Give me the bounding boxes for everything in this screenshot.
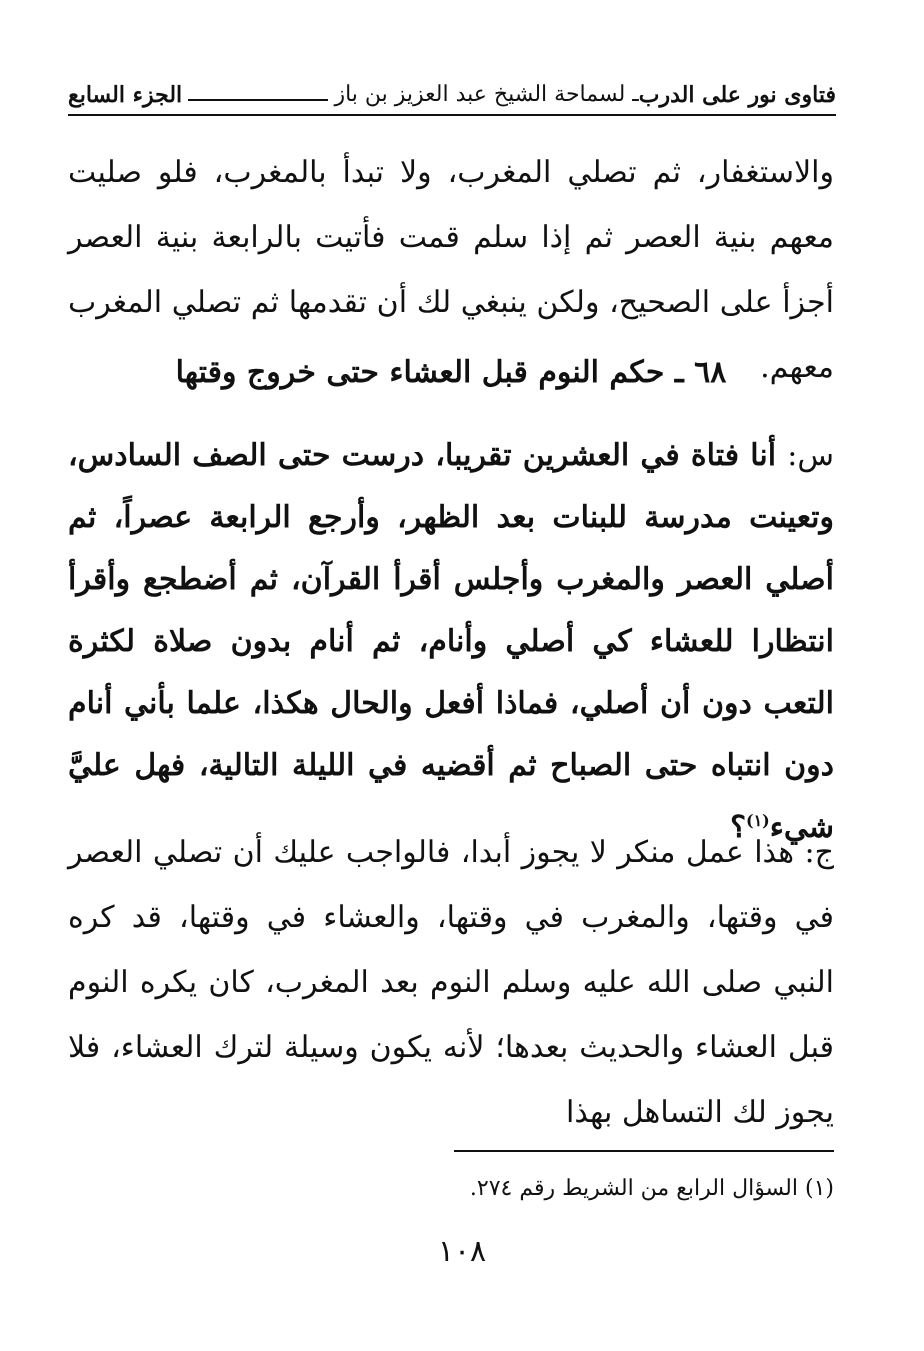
question-paragraph — [68, 425, 834, 859]
question-end-mark: ؟ — [730, 810, 746, 845]
question-label: س: — [787, 438, 834, 473]
header-rule — [188, 99, 328, 101]
footnote-reference: (١) — [746, 811, 770, 830]
answer-paragraph: ج: هذا عمل منكر لا يجوز أبدا، فالواجب عليك أن تصلي العصر في وقتها، والمغرب في وقتها، والعشاء في وقتها، قد كره النبي صلى الله عليه وسلم النوم بعد المغرب، كان يكره النوم قبل العشاء والحديث بعدها؛ لأنه يكون وسيلة لترك العشاء، فلا يجوز لك التساهل بهذا — [68, 835, 834, 1130]
running-header — [68, 82, 836, 116]
footnote: (١) السؤال الرابع من الشريط رقم ٢٧٤. — [469, 1176, 834, 1201]
question-text: أنا فتاة في العشرين تقريبا، درست حتى الصف السادس، وتعينت مدرسة للبنات بعد الظهر، وأرجع الرابعة عصراً، ثم أصلي العصر والمغرب وأجلس أقرأ القرآن، ثم أضطجع وأقرأ انتظارا للعشاء كي أصلي وأنام، ثم أنام بدون صلاة لكثرة التعب دون أن أصلي، فماذا أفعل والحال هكذا، علما بأني أنام دون انتباه حتى الصباح ثم أقضيه في الليلة التالية، فهل عليَّ شيء — [68, 438, 834, 845]
section-heading: ٦٨ ـ حكم النوم قبل العشاء حتى خروج وقتها — [175, 355, 727, 390]
author-name: ـ لسماحة الشيخ عبد العزيز بن باز — [334, 82, 639, 107]
intro-paragraph: والاستغفار، ثم تصلي المغرب، ولا تبدأ بالمغرب، فلو صليت معهم بنية العصر ثم إذا سلم قمت فأتيت بالرابعة بنية العصر أجزأ على الصحيح، ولكن ينبغي لك أن تقدمها ثم تصلي المغرب معهم. — [68, 155, 834, 385]
page-number: ١٠٨ — [437, 1234, 487, 1269]
book-title: فتاوى نور على الدرب — [638, 82, 836, 108]
footnote-separator — [454, 1150, 834, 1152]
volume-part: الجزء السابع — [68, 82, 183, 108]
